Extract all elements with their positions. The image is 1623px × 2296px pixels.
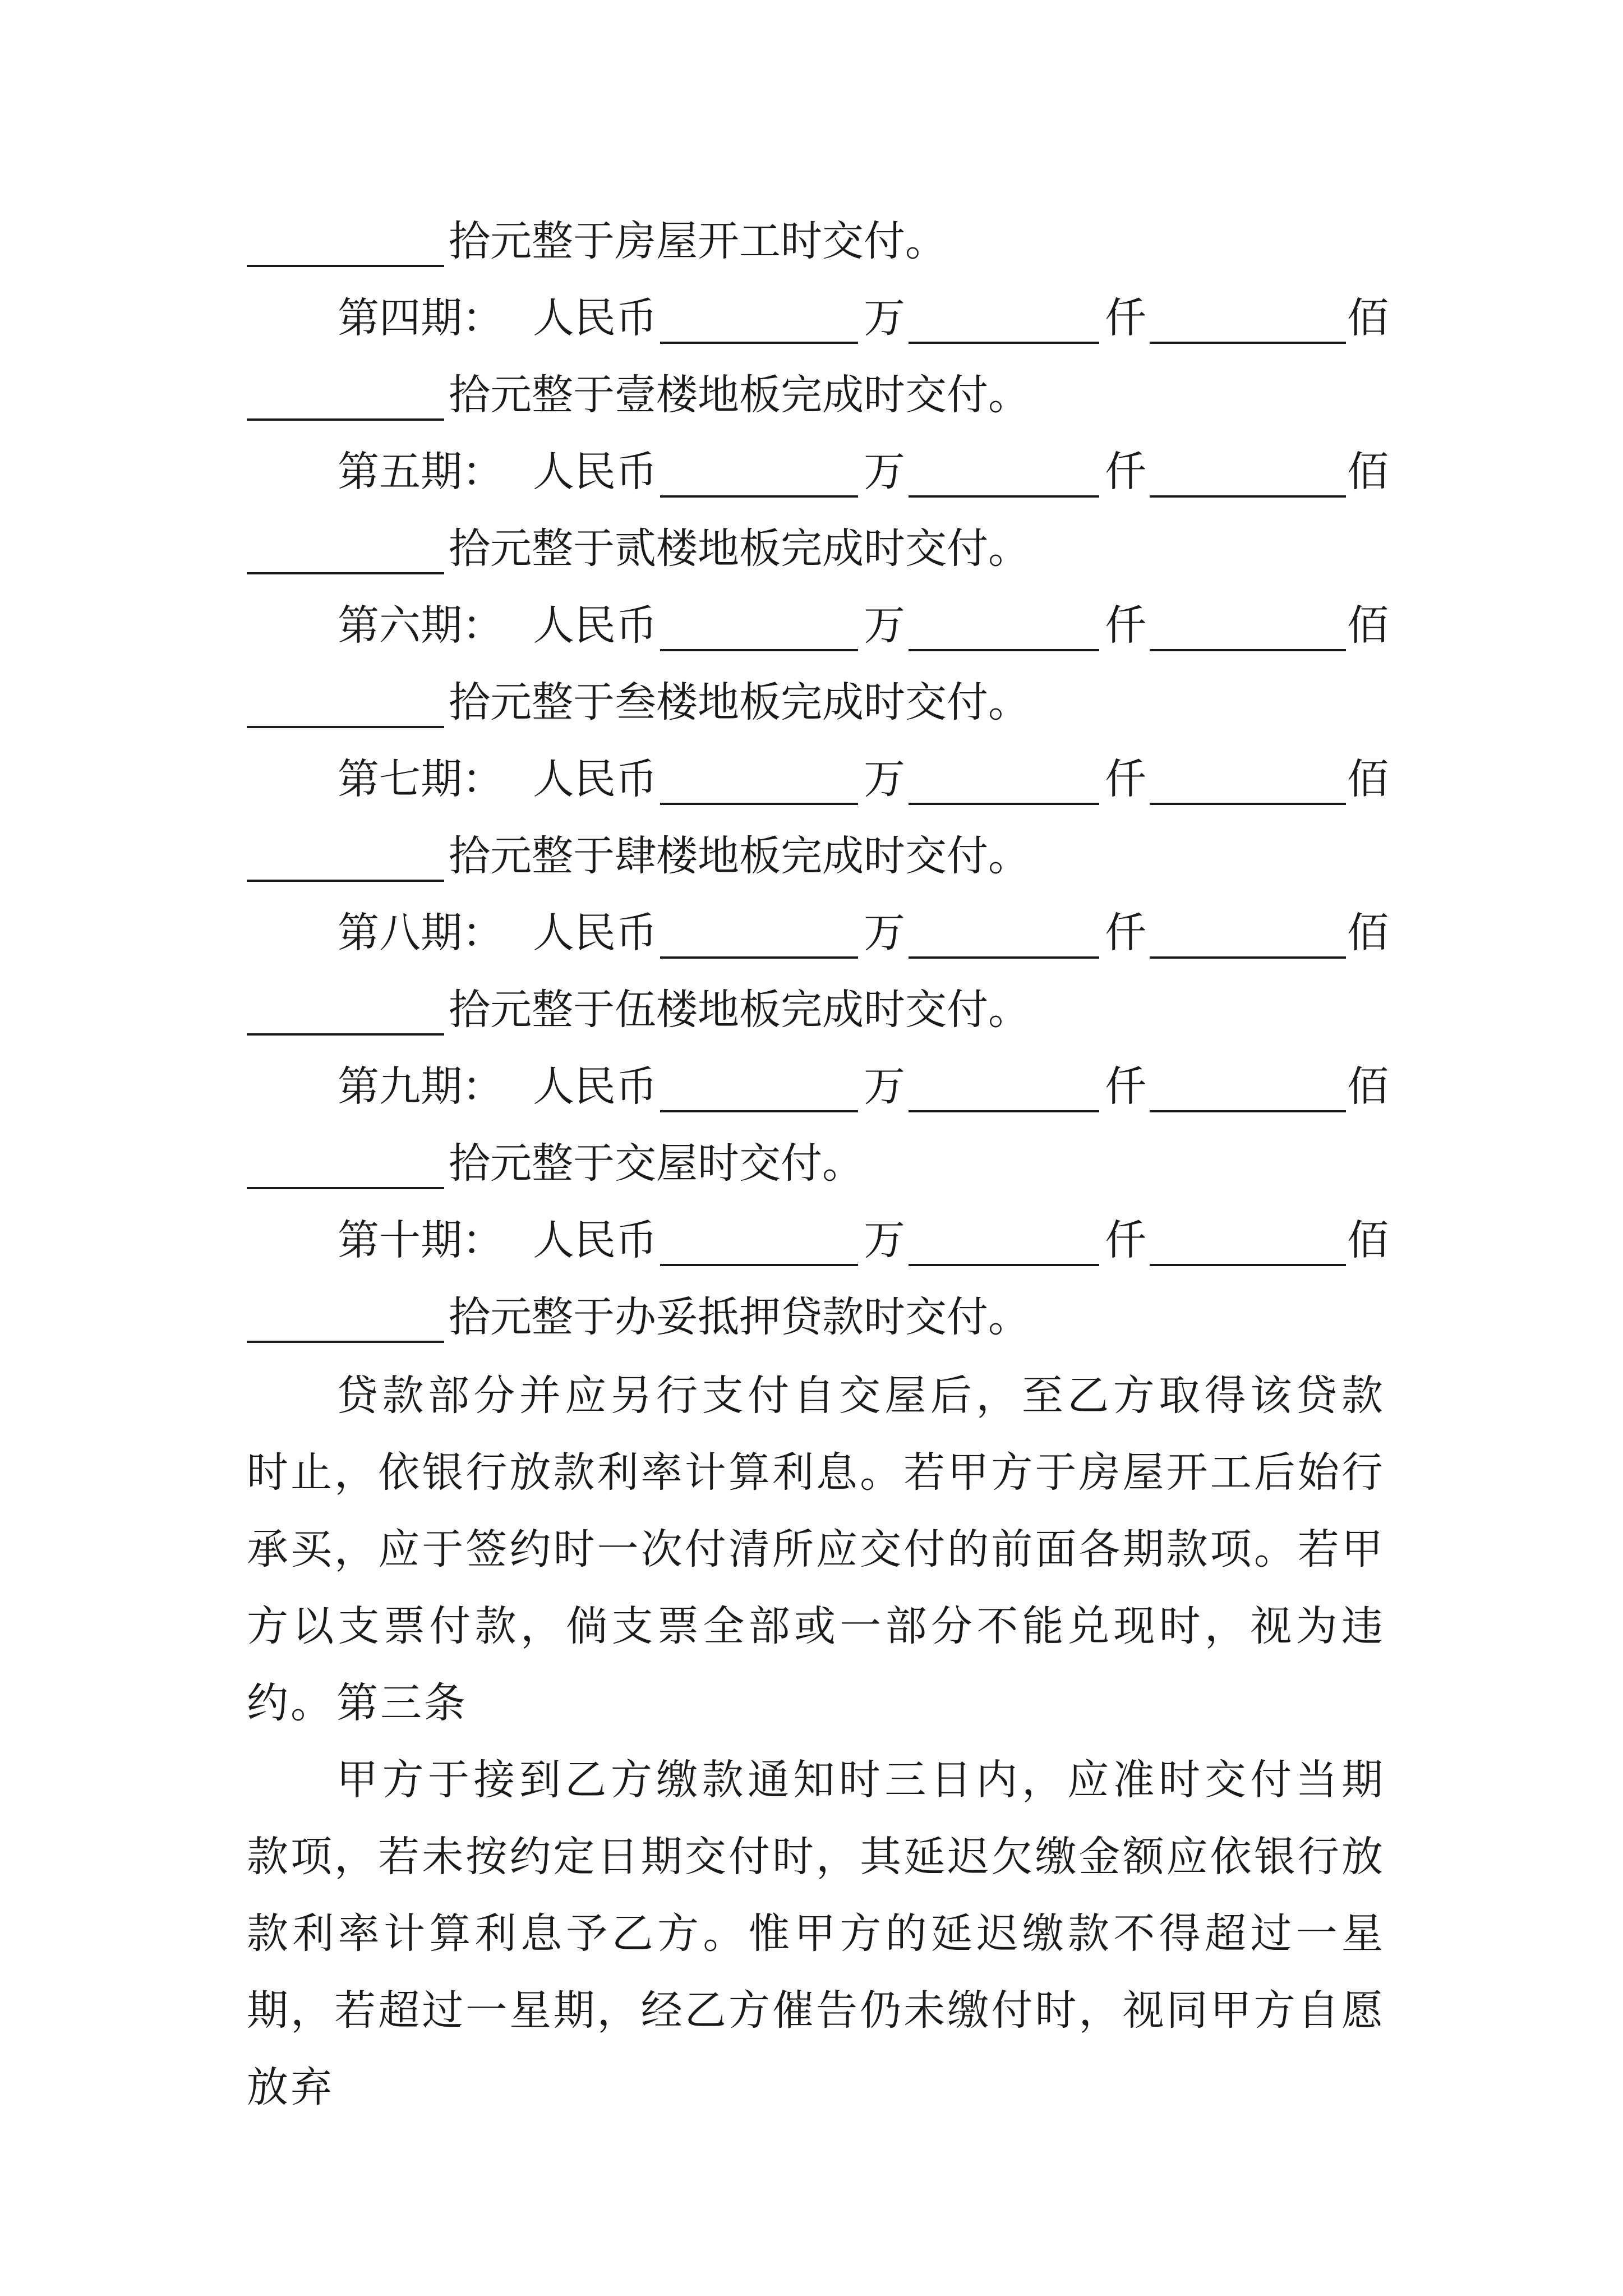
unit-qian: 仟 (1105, 294, 1146, 342)
amount-blank-qian[interactable] (909, 921, 1099, 959)
unit-wan: 万 (864, 1216, 905, 1264)
payment-period-line (247, 284, 1389, 352)
schedule-continuation-text: 拾元整于交屋时交付。 (449, 1139, 864, 1188)
schedule-continuation-line (247, 1283, 1385, 1351)
schedule-continuation-line (247, 822, 1385, 890)
period-label: 第四期： (338, 294, 504, 342)
unit-bai: 佰 (1347, 294, 1389, 342)
unit-qian: 仟 (1105, 755, 1146, 803)
schedule-continuation-text: 拾元整于办妥抵押贷款时交付。 (449, 1293, 1030, 1341)
article-3-body: 甲方于接到乙方缴款通知时三日内，应准时交付当期款项，若未按约定日期交付时，其延迟欠缴金额应依银行放款利率计算利息予乙方。惟甲方的延迟缴款不得超过一星期，若超过一星期，经乙方催告仍未缴付时，视同甲方自愿放弃 (247, 1756, 1385, 2111)
schedule-continuation-line (247, 208, 1385, 275)
currency-label: 人民币 (533, 601, 657, 650)
amount-blank[interactable] (247, 383, 444, 421)
amount-blank-qian[interactable] (909, 613, 1099, 651)
amount-blank-wan[interactable] (660, 921, 858, 959)
amount-blank[interactable] (247, 229, 444, 267)
amount-blank[interactable] (247, 997, 444, 1036)
period-label: 第六期： (338, 601, 504, 650)
amount-blank-bai[interactable] (1150, 1074, 1346, 1112)
amount-blank-wan[interactable] (660, 306, 858, 344)
schedule-continuation-text: 拾元整于肆楼地板完成时交付。 (449, 832, 1030, 880)
amount-blank-wan[interactable] (660, 1228, 858, 1266)
amount-blank-bai[interactable] (1150, 459, 1346, 498)
currency-label: 人民币 (533, 1216, 657, 1264)
currency-label: 人民币 (533, 755, 657, 803)
schedule-continuation-text: 拾元整于伍楼地板完成时交付。 (449, 986, 1030, 1034)
unit-wan: 万 (864, 448, 905, 496)
schedule-continuation-line (247, 361, 1385, 429)
payment-period-line (247, 899, 1389, 967)
payment-period-line (247, 1207, 1389, 1274)
amount-blank-qian[interactable] (909, 767, 1099, 805)
schedule-continuation-line (247, 515, 1385, 582)
amount-blank-qian[interactable] (909, 306, 1099, 344)
amount-blank-bai[interactable] (1150, 767, 1346, 805)
payment-period-line (247, 746, 1389, 813)
schedule-continuation-line (247, 976, 1385, 1043)
amount-blank-qian[interactable] (909, 1074, 1099, 1112)
amount-blank-wan[interactable] (660, 1074, 858, 1112)
unit-qian: 仟 (1105, 601, 1146, 650)
unit-qian: 仟 (1105, 1216, 1146, 1264)
unit-bai: 佰 (1347, 1062, 1389, 1111)
unit-bai: 佰 (1347, 1216, 1389, 1264)
payment-period-line (247, 1053, 1389, 1120)
amount-blank[interactable] (247, 1305, 444, 1343)
payment-period-line (247, 438, 1389, 505)
currency-label: 人民币 (533, 909, 657, 957)
unit-bai: 佰 (1347, 909, 1389, 957)
amount-blank-bai[interactable] (1150, 306, 1346, 344)
period-label: 第七期： (338, 755, 504, 803)
amount-blank-bai[interactable] (1150, 613, 1346, 651)
schedule-continuation-text: 拾元整于房屋开工时交付。 (449, 217, 947, 265)
unit-wan: 万 (864, 1062, 905, 1111)
article-3-heading: 第三条 (336, 1679, 468, 1727)
unit-wan: 万 (864, 601, 905, 650)
amount-blank-qian[interactable] (909, 1228, 1099, 1266)
amount-blank-wan[interactable] (660, 613, 858, 651)
amount-blank-wan[interactable] (660, 767, 858, 805)
unit-wan: 万 (864, 294, 905, 342)
currency-label: 人民币 (533, 294, 657, 342)
unit-qian: 仟 (1105, 909, 1146, 957)
schedule-continuation-text: 拾元整于壹楼地板完成时交付。 (449, 371, 1030, 419)
loan-interest-paragraph: 贷款部分并应另行支付自交屋后，至乙方取得该贷款时止，依银行放款利率计算利息。若甲方于房屋开工后始行承买，应于签约时一次付清所应交付的前面各期款项。若甲方以支票付款，倘支票全部或一部分不能兑现时，视为违约。 (247, 1372, 1385, 1727)
currency-label: 人民币 (533, 448, 657, 496)
period-label: 第八期： (338, 909, 504, 957)
period-label: 第五期： (338, 448, 504, 496)
unit-bai: 佰 (1347, 448, 1389, 496)
amount-blank-qian[interactable] (909, 459, 1099, 498)
amount-blank-bai[interactable] (1150, 1228, 1346, 1266)
payment-period-line (247, 592, 1389, 659)
schedule-continuation-line (247, 1130, 1385, 1197)
period-label: 第十期： (338, 1216, 504, 1264)
amount-blank[interactable] (247, 844, 444, 882)
schedule-continuation-text: 拾元整于叁楼地板完成时交付。 (449, 678, 1030, 726)
unit-wan: 万 (864, 909, 905, 957)
amount-blank[interactable] (247, 536, 444, 574)
amount-blank[interactable] (247, 1151, 444, 1189)
unit-bai: 佰 (1347, 601, 1389, 650)
period-label: 第九期： (338, 1062, 504, 1111)
schedule-continuation-text: 拾元整于贰楼地板完成时交付。 (449, 524, 1030, 573)
schedule-continuation-line (247, 669, 1385, 736)
unit-wan: 万 (864, 755, 905, 803)
amount-blank-wan[interactable] (660, 459, 858, 498)
amount-blank-bai[interactable] (1150, 921, 1346, 959)
currency-label: 人民币 (533, 1062, 657, 1111)
amount-blank[interactable] (247, 690, 444, 728)
unit-bai: 佰 (1347, 755, 1389, 803)
unit-qian: 仟 (1105, 448, 1146, 496)
unit-qian: 仟 (1105, 1062, 1146, 1111)
